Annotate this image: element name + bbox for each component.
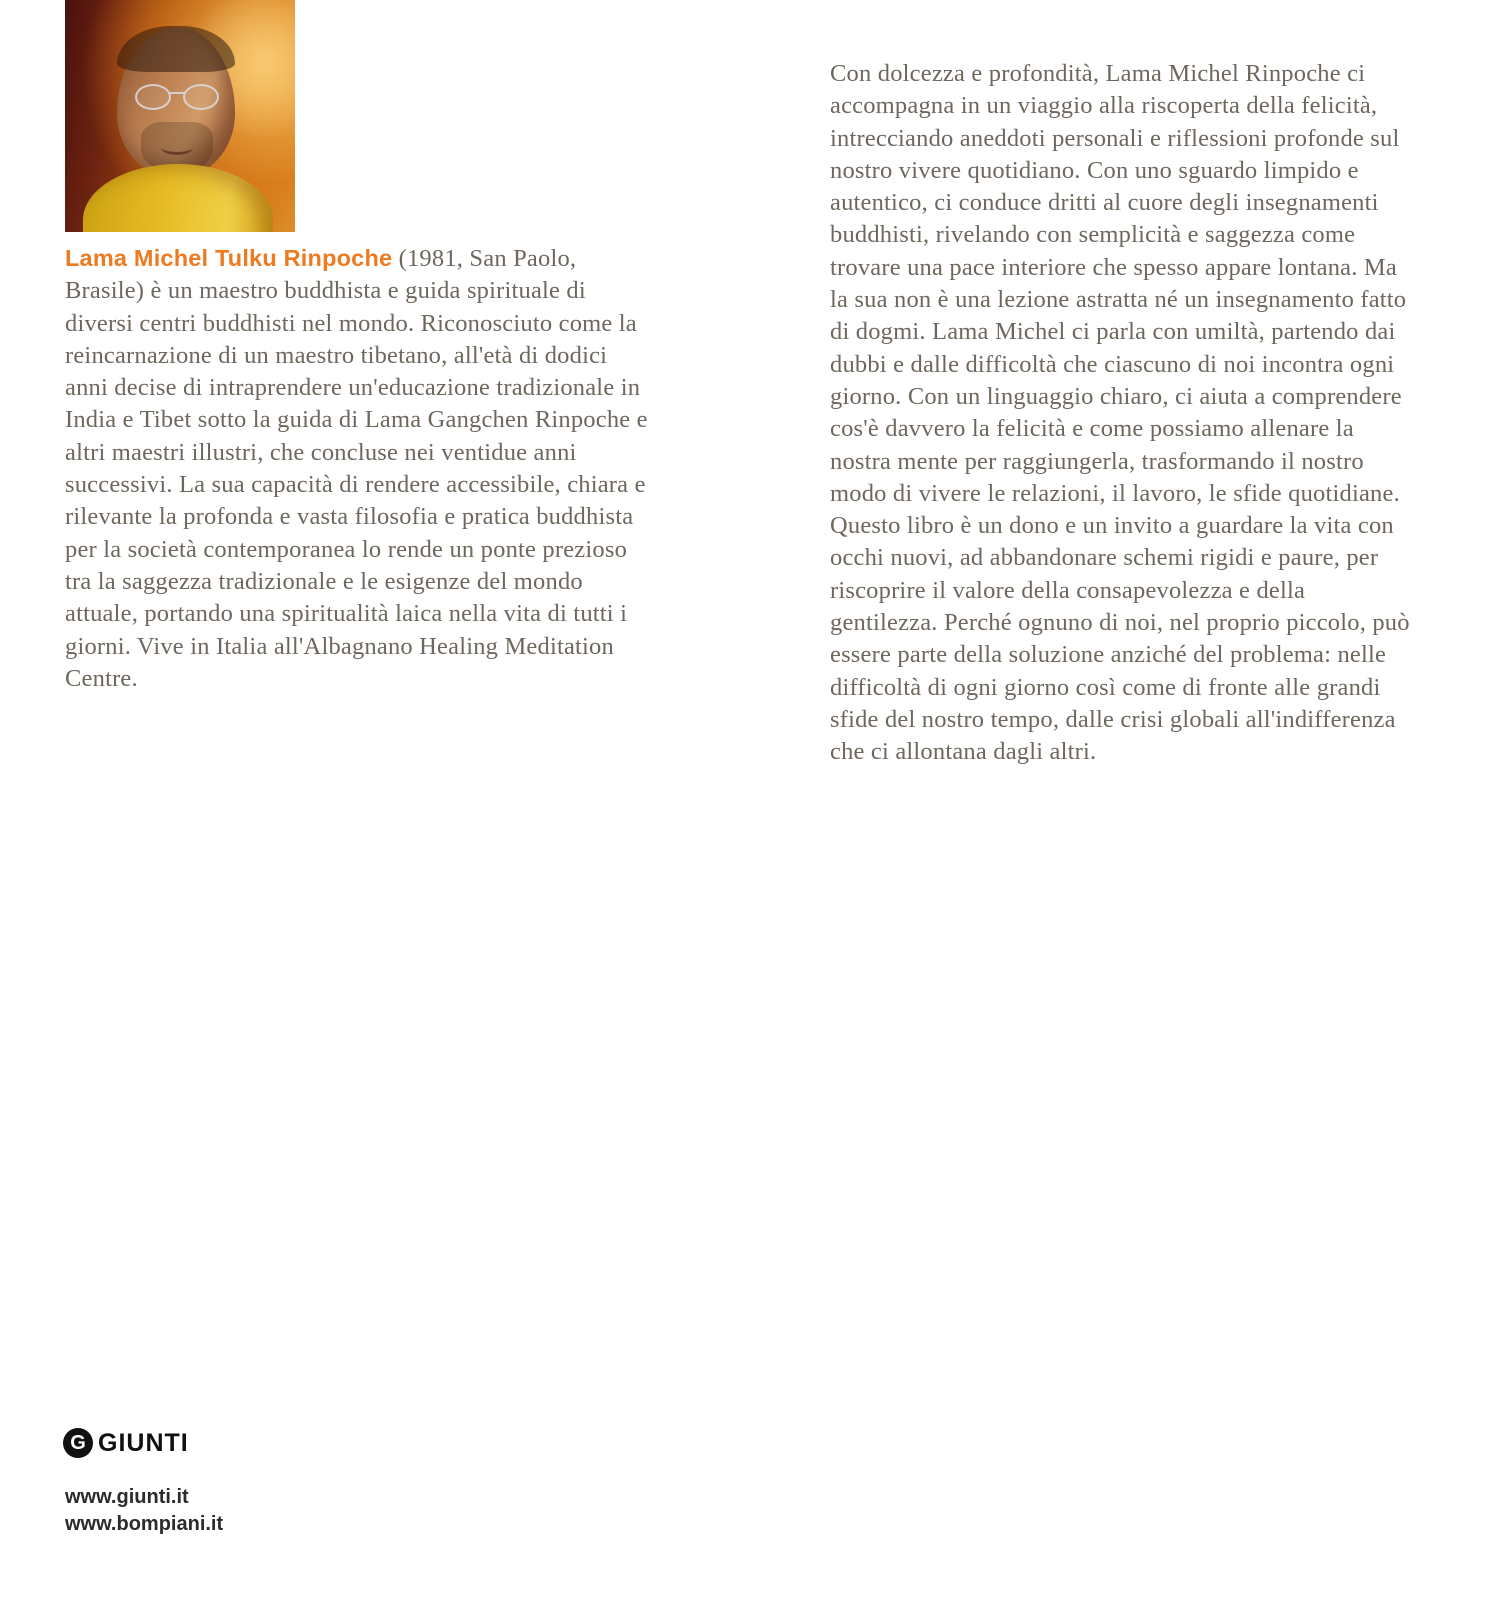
- photo-smile: [161, 140, 193, 155]
- giunti-logo-icon: G: [63, 1428, 93, 1458]
- giunti-logo-text: GIUNTI: [98, 1428, 189, 1457]
- photo-glasses: [135, 84, 219, 108]
- author-bio-text: (1981, San Paolo, Brasile) è un maestro buddhista e guida spirituale di diversi centri buddhisti nel mondo. Riconosciuto come la reincarnazione di un maestro tibetano, all'età di dodici anni decise di intraprendere un'educazione tradizionale in India e Tibet sotto la guida di Lama Gangchen Rinpoche e altri maestri illustri, che concluse nei ventidue anni successivi. La sua capacità di rendere accessibile, chiara e rilevante la profonda e vasta filosofia e pratica buddhista per la società contemporanea lo rende un ponte prezioso tra la saggezza tradizionale e le esigenze del mondo attuale, portando una spiritualità laica nella vita di tutti i giorni. Vive in Italia all'Albagnano Healing Meditation Centre.: [65, 245, 648, 692]
- photo-glasses-lens-left: [135, 84, 171, 110]
- url-giunti: www.giunti.it: [65, 1486, 189, 1508]
- photo-glasses-lens-right: [183, 84, 219, 110]
- book-description: Con dolcezza e profondità, Lama Michel Rinpoche ci accompagna in un viaggio alla riscoperta della felicità, intrecciando aneddoti personali e riflessioni profonde sul nostro vivere quotidiano. Con uno sguardo limpido e autentico, ci conduce dritti al cuore degli insegnamenti buddhisti, rivelando con semplicità e saggezza come trovare una pace interiore che spesso appare lontana. Ma la sua non è una lezione astratta né un insegnamento fatto di dogmi. Lama Michel ci parla con umiltà, partendo dai dubbi e dalle difficoltà che ciascuno di noi incontra ogni giorno. Con un linguaggio chiaro, ci aiuta a comprendere cos'è davvero la felicità e come possiamo allenare la nostra mente per raggiungerla, trasformando il nostro modo di vivere le relazioni, il lavoro, le sfide quotidiane. Questo libro è un dono e un invito a guardare la vita con occhi nuovi, ad abbandonare schemi rigidi e paure, per riscoprire il valore della consapevolezza e della gentilezza. Perché ognuno di noi, nel proprio piccolo, può essere parte della soluzione anziché del problema: nelle difficoltà di ogni giorno così come di fronte alle grandi sfide del nostro tempo, dalle crisi globali all'indifferenza che ci allontana dagli altri.: [830, 60, 1410, 766]
- publisher-urls: [65, 1484, 223, 1538]
- author-bio: [65, 242, 653, 695]
- photo-robe: [83, 164, 273, 232]
- author-name: Lama Michel Tulku Rinpoche: [65, 245, 393, 271]
- url-bompiani: www.bompiani.it: [65, 1513, 224, 1535]
- giunti-logo: [63, 1428, 189, 1458]
- author-photo: [65, 0, 295, 232]
